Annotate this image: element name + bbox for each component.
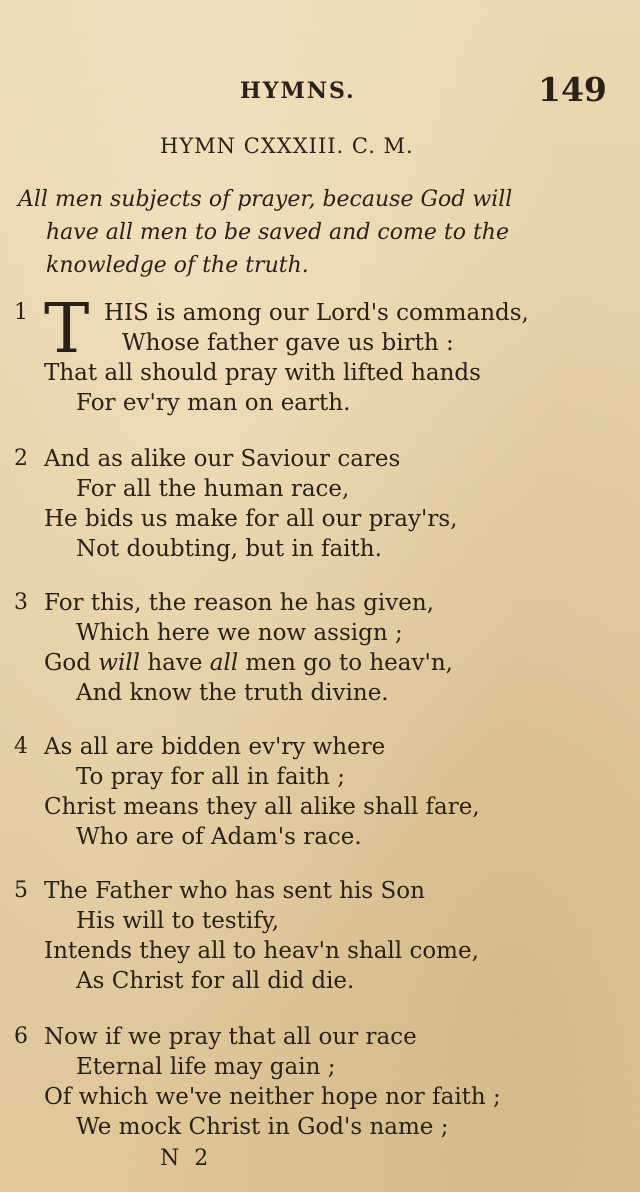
verse-line: The Father who has sent his Son [44, 878, 425, 904]
verse-line [44, 650, 453, 676]
verse-line: Which here we now assign ; [76, 620, 403, 646]
emphasis: will [98, 650, 141, 676]
stanza-number: 1 [14, 300, 28, 325]
verse-line: Now if we pray that all our race [44, 1024, 417, 1050]
verse-line: Eternal life may gain ; [76, 1054, 336, 1080]
stanza-number: 6 [14, 1024, 28, 1049]
verse-line: That all should pray with lifted hands [44, 360, 481, 386]
verse-line: As Christ for all did die. [76, 968, 355, 994]
verse-line: And as alike our Saviour cares [44, 446, 401, 472]
verse-line: Not doubting, but in faith. [76, 536, 382, 562]
verse-line: As all are bidden ev'ry where [44, 734, 386, 760]
verse-line: Who are of Adam's race. [76, 824, 362, 850]
hymn-title: HYMN CXXXIII. C. M. [160, 134, 414, 158]
stanza-number: 2 [14, 446, 28, 471]
emphasis: all [209, 650, 239, 676]
verse-text: God [44, 650, 99, 676]
verse-line: For all the human race, [76, 476, 350, 502]
verse-line: To pray for all in faith ; [76, 764, 346, 790]
stanza-number: 5 [14, 878, 28, 903]
argument-line: All men subjects of prayer, because God will [18, 187, 513, 212]
verse-line: For ev'ry man on earth. [76, 390, 351, 416]
verse-line: Intends they all to heav'n shall come, [44, 938, 479, 964]
stanza-number: 3 [14, 590, 28, 615]
signature-mark: N 2 [160, 1146, 213, 1171]
verse-line: We mock Christ in God's name ; [76, 1114, 449, 1140]
drop-cap: T [44, 290, 90, 369]
argument-line: knowledge of the truth. [46, 253, 309, 278]
verse-line: For this, the reason he has given, [44, 590, 434, 616]
verse-line: And know the truth divine. [76, 680, 389, 706]
running-head: HYMNS. [240, 78, 356, 104]
verse-line: Whose father gave us birth : [122, 330, 454, 356]
verse-line: He bids us make for all our pray'rs, [44, 506, 458, 532]
hymn-argument [18, 183, 598, 282]
verse-line: HIS is among our Lord's commands, [104, 300, 529, 326]
verse-line: His will to testify, [76, 908, 280, 934]
argument-line: have all men to be saved and come to the [46, 220, 509, 245]
stanza-number: 4 [14, 734, 28, 759]
verse-line: Of which we've neither hope nor faith ; [44, 1084, 501, 1110]
verse-text: men go to heav'n, [238, 650, 453, 676]
verse-text: have [140, 650, 210, 676]
verse-line: Christ means they all alike shall fare, [44, 794, 480, 820]
page-number: 149 [538, 70, 607, 109]
